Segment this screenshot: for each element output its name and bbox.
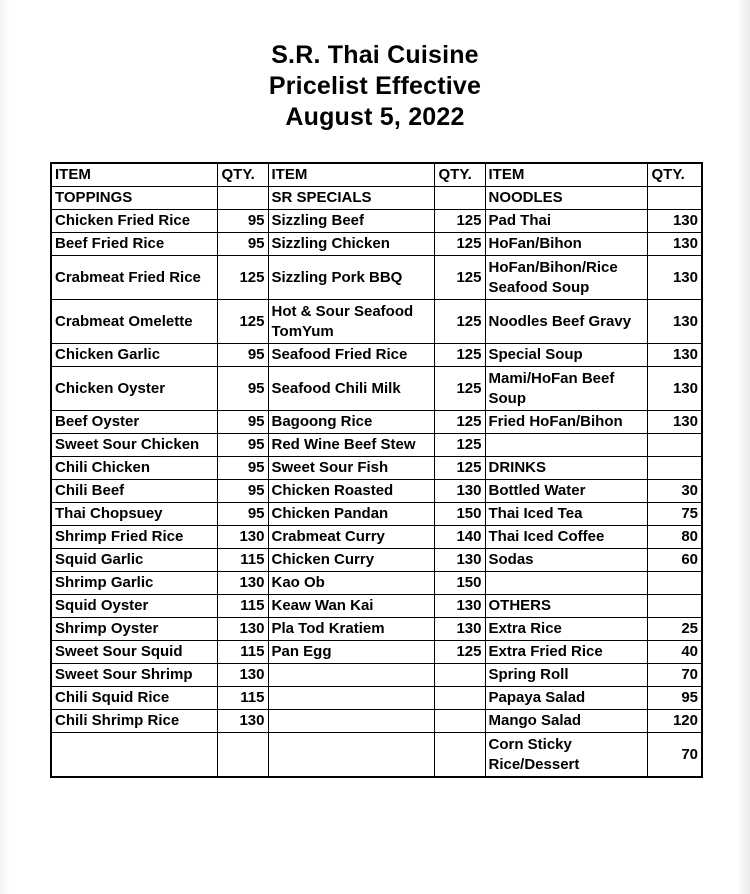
- item-cell: SR SPECIALS: [268, 187, 434, 210]
- table-row: [51, 710, 702, 733]
- table-row: [51, 503, 702, 526]
- table-row: [51, 457, 702, 480]
- qty-cell: [217, 187, 268, 210]
- qty-cell: 130: [434, 595, 485, 618]
- qty-cell: 95: [217, 503, 268, 526]
- table-row: [51, 434, 702, 457]
- item-cell: NOODLES: [485, 187, 647, 210]
- header-qty-3: QTY.: [647, 163, 702, 187]
- qty-cell: 80: [647, 526, 702, 549]
- table-row: [51, 256, 702, 300]
- item-cell: Chicken Pandan: [268, 503, 434, 526]
- item-cell: Seafood Chili Milk: [268, 367, 434, 411]
- qty-cell: [647, 434, 702, 457]
- qty-cell: [647, 457, 702, 480]
- item-cell: Extra Rice: [485, 618, 647, 641]
- item-cell: [268, 733, 434, 778]
- qty-cell: 130: [434, 618, 485, 641]
- item-cell: Crabmeat Curry: [268, 526, 434, 549]
- qty-cell: 25: [647, 618, 702, 641]
- item-cell: Shrimp Fried Rice: [51, 526, 217, 549]
- item-cell: HoFan/Bihon/Rice Seafood Soup: [485, 256, 647, 300]
- item-cell: Chili Squid Rice: [51, 687, 217, 710]
- qty-cell: 150: [434, 572, 485, 595]
- table-row: [51, 367, 702, 411]
- document-title: [0, 40, 750, 133]
- item-cell: Chicken Garlic: [51, 344, 217, 367]
- item-cell: TOPPINGS: [51, 187, 217, 210]
- qty-cell: 130: [647, 300, 702, 344]
- item-cell: Thai Chopsuey: [51, 503, 217, 526]
- item-cell: Chicken Roasted: [268, 480, 434, 503]
- table-row: [51, 641, 702, 664]
- table-row: [51, 687, 702, 710]
- table-row: [51, 411, 702, 434]
- qty-cell: 95: [217, 480, 268, 503]
- item-cell: [268, 710, 434, 733]
- qty-cell: 95: [217, 344, 268, 367]
- item-cell: Chicken Fried Rice: [51, 210, 217, 233]
- qty-cell: 115: [217, 687, 268, 710]
- item-cell: Pan Egg: [268, 641, 434, 664]
- table-row: [51, 187, 702, 210]
- table-row: [51, 664, 702, 687]
- qty-cell: 125: [434, 367, 485, 411]
- item-cell: Thai Iced Tea: [485, 503, 647, 526]
- qty-cell: 130: [217, 664, 268, 687]
- qty-cell: 125: [434, 233, 485, 256]
- item-cell: Squid Garlic: [51, 549, 217, 572]
- qty-cell: [434, 664, 485, 687]
- item-cell: Sweet Sour Chicken: [51, 434, 217, 457]
- qty-cell: 125: [434, 210, 485, 233]
- item-cell: Pla Tod Kratiem: [268, 618, 434, 641]
- qty-cell: 60: [647, 549, 702, 572]
- item-cell: Chicken Curry: [268, 549, 434, 572]
- qty-cell: 95: [647, 687, 702, 710]
- header-item-2: ITEM: [268, 163, 434, 187]
- qty-cell: 115: [217, 549, 268, 572]
- item-cell: Mango Salad: [485, 710, 647, 733]
- qty-cell: 125: [434, 300, 485, 344]
- qty-cell: 150: [434, 503, 485, 526]
- qty-cell: 125: [217, 300, 268, 344]
- item-cell: Crabmeat Fried Rice: [51, 256, 217, 300]
- item-cell: Sweet Sour Squid: [51, 641, 217, 664]
- qty-cell: 130: [217, 618, 268, 641]
- qty-cell: [647, 572, 702, 595]
- qty-cell: 130: [647, 344, 702, 367]
- item-cell: Sizzling Chicken: [268, 233, 434, 256]
- title-line-restaurant: S.R. Thai Cuisine: [271, 41, 479, 69]
- table-row: [51, 344, 702, 367]
- qty-cell: 130: [647, 367, 702, 411]
- qty-cell: 130: [647, 256, 702, 300]
- item-cell: Red Wine Beef Stew: [268, 434, 434, 457]
- item-cell: Beef Fried Rice: [51, 233, 217, 256]
- table-row: [51, 480, 702, 503]
- header-item-3: ITEM: [485, 163, 647, 187]
- table-row: [51, 549, 702, 572]
- table-row: [51, 210, 702, 233]
- qty-cell: 95: [217, 233, 268, 256]
- item-cell: Mami/HoFan Beef Soup: [485, 367, 647, 411]
- qty-cell: 95: [217, 411, 268, 434]
- item-cell: [485, 572, 647, 595]
- table-row: [51, 595, 702, 618]
- table-row: [51, 233, 702, 256]
- table-row: [51, 572, 702, 595]
- qty-cell: 130: [647, 233, 702, 256]
- header-qty-2: QTY.: [434, 163, 485, 187]
- item-cell: [485, 434, 647, 457]
- item-cell: Special Soup: [485, 344, 647, 367]
- qty-cell: 130: [217, 526, 268, 549]
- qty-cell: 115: [217, 595, 268, 618]
- qty-cell: 130: [647, 210, 702, 233]
- qty-cell: 115: [217, 641, 268, 664]
- item-cell: Seafood Fried Rice: [268, 344, 434, 367]
- item-cell: [268, 664, 434, 687]
- table-row: [51, 733, 702, 778]
- qty-cell: 95: [217, 210, 268, 233]
- table-row: [51, 300, 702, 344]
- item-cell: Chili Chicken: [51, 457, 217, 480]
- qty-cell: 30: [647, 480, 702, 503]
- item-cell: Sizzling Pork BBQ: [268, 256, 434, 300]
- qty-cell: [647, 187, 702, 210]
- qty-cell: 130: [434, 549, 485, 572]
- qty-cell: [217, 733, 268, 778]
- qty-cell: 125: [434, 457, 485, 480]
- qty-cell: [434, 733, 485, 778]
- qty-cell: 75: [647, 503, 702, 526]
- item-cell: Beef Oyster: [51, 411, 217, 434]
- item-cell: Hot & Sour Seafood TomYum: [268, 300, 434, 344]
- qty-cell: 130: [217, 710, 268, 733]
- item-cell: Corn Sticky Rice/Dessert: [485, 733, 647, 778]
- item-cell: Shrimp Garlic: [51, 572, 217, 595]
- item-cell: Noodles Beef Gravy: [485, 300, 647, 344]
- qty-cell: 125: [217, 256, 268, 300]
- item-cell: Spring Roll: [485, 664, 647, 687]
- item-cell: Keaw Wan Kai: [268, 595, 434, 618]
- item-cell: OTHERS: [485, 595, 647, 618]
- title-line-pricelist: Pricelist Effective: [268, 72, 482, 100]
- header-qty-1: QTY.: [217, 163, 268, 187]
- item-cell: Sizzling Beef: [268, 210, 434, 233]
- qty-cell: 95: [217, 367, 268, 411]
- header-item-1: ITEM: [51, 163, 217, 187]
- qty-cell: 130: [434, 480, 485, 503]
- qty-cell: 140: [434, 526, 485, 549]
- table-row: [51, 618, 702, 641]
- qty-cell: 125: [434, 641, 485, 664]
- item-cell: Sweet Sour Shrimp: [51, 664, 217, 687]
- qty-cell: [434, 710, 485, 733]
- qty-cell: [434, 687, 485, 710]
- item-cell: Fried HoFan/Bihon: [485, 411, 647, 434]
- qty-cell: 125: [434, 256, 485, 300]
- item-cell: Extra Fried Rice: [485, 641, 647, 664]
- item-cell: Chili Beef: [51, 480, 217, 503]
- qty-cell: [647, 595, 702, 618]
- qty-cell: 125: [434, 434, 485, 457]
- item-cell: Squid Oyster: [51, 595, 217, 618]
- item-cell: Sweet Sour Fish: [268, 457, 434, 480]
- item-cell: Kao Ob: [268, 572, 434, 595]
- qty-cell: 70: [647, 664, 702, 687]
- item-cell: Chili Shrimp Rice: [51, 710, 217, 733]
- item-cell: Shrimp Oyster: [51, 618, 217, 641]
- qty-cell: 130: [647, 411, 702, 434]
- qty-cell: 70: [647, 733, 702, 778]
- qty-cell: 40: [647, 641, 702, 664]
- item-cell: Papaya Salad: [485, 687, 647, 710]
- title-line-date: August 5, 2022: [285, 103, 465, 131]
- item-cell: Sodas: [485, 549, 647, 572]
- item-cell: Crabmeat Omelette: [51, 300, 217, 344]
- qty-cell: 125: [434, 344, 485, 367]
- item-cell: Pad Thai: [485, 210, 647, 233]
- table-header-row: [51, 163, 702, 187]
- item-cell: HoFan/Bihon: [485, 233, 647, 256]
- item-cell: [51, 733, 217, 778]
- qty-cell: 95: [217, 434, 268, 457]
- price-table: [50, 162, 703, 778]
- table-row: [51, 526, 702, 549]
- item-cell: Bottled Water: [485, 480, 647, 503]
- item-cell: DRINKS: [485, 457, 647, 480]
- qty-cell: 120: [647, 710, 702, 733]
- qty-cell: [434, 187, 485, 210]
- item-cell: Bagoong Rice: [268, 411, 434, 434]
- qty-cell: 125: [434, 411, 485, 434]
- qty-cell: 95: [217, 457, 268, 480]
- item-cell: Chicken Oyster: [51, 367, 217, 411]
- qty-cell: 130: [217, 572, 268, 595]
- item-cell: [268, 687, 434, 710]
- item-cell: Thai Iced Coffee: [485, 526, 647, 549]
